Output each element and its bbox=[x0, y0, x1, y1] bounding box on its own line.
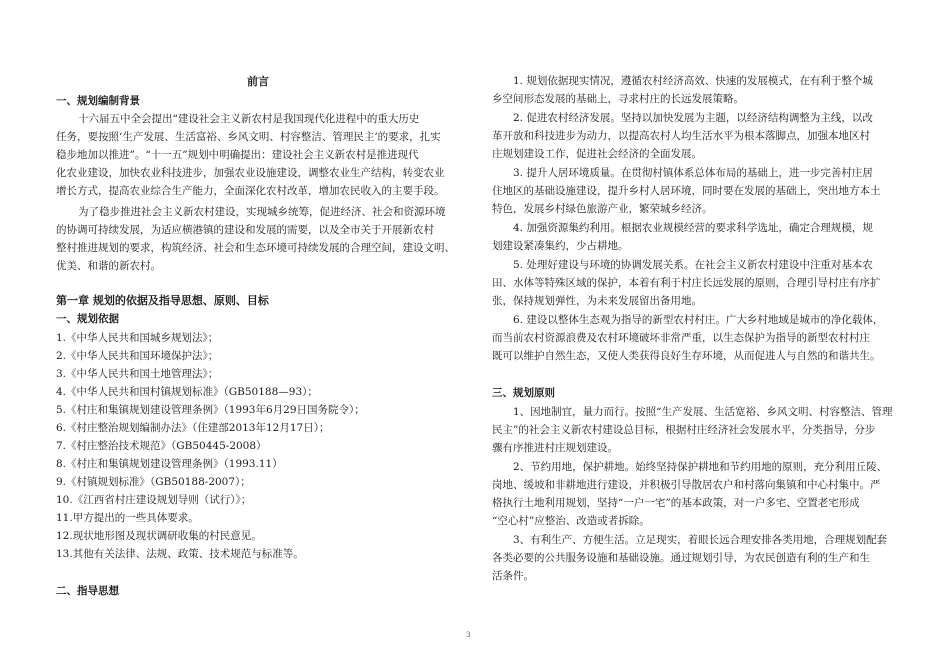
section-heading-background: 一、规划编制背景 bbox=[56, 95, 140, 107]
paragraph-line: 张，保持规划弹性，为未来发展留出备用地。 bbox=[492, 295, 702, 307]
paragraph-line: 3、有利生产、方便生活。立足现实，着眼长远合理安排各类用地，合理规划配套 bbox=[513, 534, 888, 546]
list-item: 11.甲方提出的一些具体要求。 bbox=[56, 512, 199, 524]
paragraph-line: 乡空间形态发展的基础上，寻求村庄的长远发展策略。 bbox=[492, 93, 744, 105]
paragraph-line: 革开放和科技进步为动力，以提高农村人均生活水平为根本落脚点，加强本地区村 bbox=[492, 130, 870, 142]
paragraph-line: 而当前农村资源浪费及农村环境破坏非常严重，以生态保护为指导的新型农村村庄 bbox=[492, 332, 870, 344]
list-item: 1.《中华人民共和国城乡规划法》； bbox=[56, 332, 219, 344]
paragraph-line: 的协调可持续发展，为适应横港镇的建设和发展的需要，以及全市关于开展新农村 bbox=[56, 224, 434, 236]
paragraph-line: 十六届五中全会提出“建设社会主义新农村是我国现代化进程中的重大历史 bbox=[78, 113, 420, 125]
section-heading-guiding: 二、指导思想 bbox=[56, 585, 119, 597]
list-item: 6.《村庄整治规划编制办法》（住建部2013年12月17日）； bbox=[56, 422, 330, 434]
paragraph-line: 5. 处理好建设与环境的协调发展关系。在社会主义新农村建设中注重对基本农 bbox=[513, 259, 873, 271]
paragraph-line: 稳步地加以推进”。“十一五”规划中明确提出：建设社会主义新农村是推进现代 bbox=[56, 149, 419, 161]
section-heading-basis: 一、规划依据 bbox=[56, 313, 119, 325]
paragraph-line: 田、水体等特殊区域的保护，本着有利于村庄长远发展的原则，合理引导村庄有序扩 bbox=[492, 277, 881, 289]
paragraph-line: 优美、和谐的新农村。 bbox=[56, 260, 161, 272]
paragraph-line: 1. 规划依据现实情况，遵循农村经济高效、快速的发展模式，在有利于整个城 bbox=[513, 75, 873, 87]
paragraph-line: 增长方式，提高农业综合生产能力，全面深化农村改革，增加农民收入的主要手段。 bbox=[56, 185, 445, 197]
paragraph-line: 6. 建设以整体生态观为指导的新型农村村庄。广大乡村地域是城市的净化载体， bbox=[513, 314, 884, 326]
list-item: 10.《江西省村庄建设规划导则（试行）》； bbox=[56, 494, 252, 506]
paragraph-line: 化农业建设，加快农业科技进步，加强农业设施建设，调整农业生产结构，转变农业 bbox=[56, 167, 445, 179]
preface-title: 前言 bbox=[247, 75, 269, 88]
paragraph-line: 2、节约用地，保护耕地。始终坚持保护耕地和节约用地的原则，充分利用丘陵、 bbox=[513, 461, 888, 473]
paragraph-line: 住地区的基础设施建设，提升乡村人居环境，同时要在发展的基础上，突出地方本土 bbox=[492, 185, 881, 197]
paragraph-line: 庄规划建设工作，促进社会经济的全面发展。 bbox=[492, 148, 702, 160]
paragraph-line: 岗地、缓坡和非耕地进行建设，并积极引导散居农户和村落向集镇和中心村集中。严 bbox=[492, 479, 881, 491]
paragraph-line: 格执行土地利用规划，坚持“一户一宅”的基本政策，对一户多宅、空置老宅形成 bbox=[492, 497, 860, 509]
chapter-title: 第一章 规划的依据及指导思想、原则、目标 bbox=[56, 294, 269, 307]
list-item: 13.其他有关法律、法规、政策、技术规范与标准等。 bbox=[56, 548, 304, 560]
page-number: 3 bbox=[466, 631, 471, 639]
list-item: 12.现状地形图及现状调研收集的村民意见。 bbox=[56, 530, 262, 542]
paragraph-line: 骤有序推进村庄规划建设。 bbox=[492, 442, 618, 454]
list-item: 2.《中华人民共和国环境保护法》； bbox=[56, 350, 219, 362]
paragraph-line: 为了稳步推进社会主义新农村建设，实现城乡统筹，促进经济、社会和资源环境 bbox=[78, 206, 446, 218]
paragraph-line: 各类必要的公共服务设施和基础设施。通过规划引导，为农民创造有利的生产和生 bbox=[492, 552, 870, 564]
paragraph-line: 既可以维护自然生态，又使人类获得良好生存环境，从而促进人与自然的和谐共生。 bbox=[492, 350, 881, 362]
paragraph-line: 划建设紧凑集约，少占耕地。 bbox=[492, 240, 629, 252]
list-item: 9.《村镇规划标准》（GB50188-2007）； bbox=[56, 476, 251, 488]
list-item: 4.《中华人民共和国村镇规划标准》（GB50188—93）； bbox=[56, 386, 318, 398]
list-item: 3.《中华人民共和国土地管理法》； bbox=[56, 368, 219, 380]
paragraph-line: 整村推进规划的要求，构筑经济、社会和生态环境可持续发展的合理空间，建设文明、 bbox=[56, 242, 455, 254]
paragraph-line: 民主”的社会主义新农村建设总目标，根据村庄经济社会发展水平，分类指导，分步 bbox=[492, 424, 876, 436]
paragraph-line: 4. 加强资源集约利用。根据农业规模经营的要求科学选址，确定合理规模，规 bbox=[513, 222, 873, 234]
paragraph-line: 3. 提升人居环境质量。在贯彻村镇体系总体布局的基础上，进一步完善村庄居 bbox=[513, 167, 873, 179]
paragraph-line: 2. 促进农村经济发展。坚持以加快发展为主题，以经济结构调整为主线，以改 bbox=[513, 112, 873, 124]
section-heading-principles: 三、规划原则 bbox=[492, 387, 555, 399]
paragraph-line: 活条件。 bbox=[492, 570, 534, 582]
paragraph-line: “空心村”应整治、改造或者拆除。 bbox=[492, 515, 650, 527]
list-item: 7.《村庄整治技术规范》（GB50445-2008） bbox=[56, 440, 267, 452]
paragraph-line: 1、因地制宜，量力而行。按照“生产发展、生活宽裕、乡风文明、村容整洁、管理 bbox=[513, 406, 893, 418]
list-item: 5.《村庄和集镇规划建设管理条例》（1993年6月29日国务院令）； bbox=[56, 404, 365, 416]
paragraph-line: 任务，要按照‘生产发展、生活富裕、乡风文明、村容整洁、管理民主’的要求，扎实 bbox=[56, 131, 441, 143]
paragraph-line: 特色，发展乡村绿色旅游产业，繁荣城乡经济。 bbox=[492, 203, 713, 215]
list-item: 8.《村庄和集镇规划建设管理条例》（1993.11） bbox=[56, 458, 283, 470]
